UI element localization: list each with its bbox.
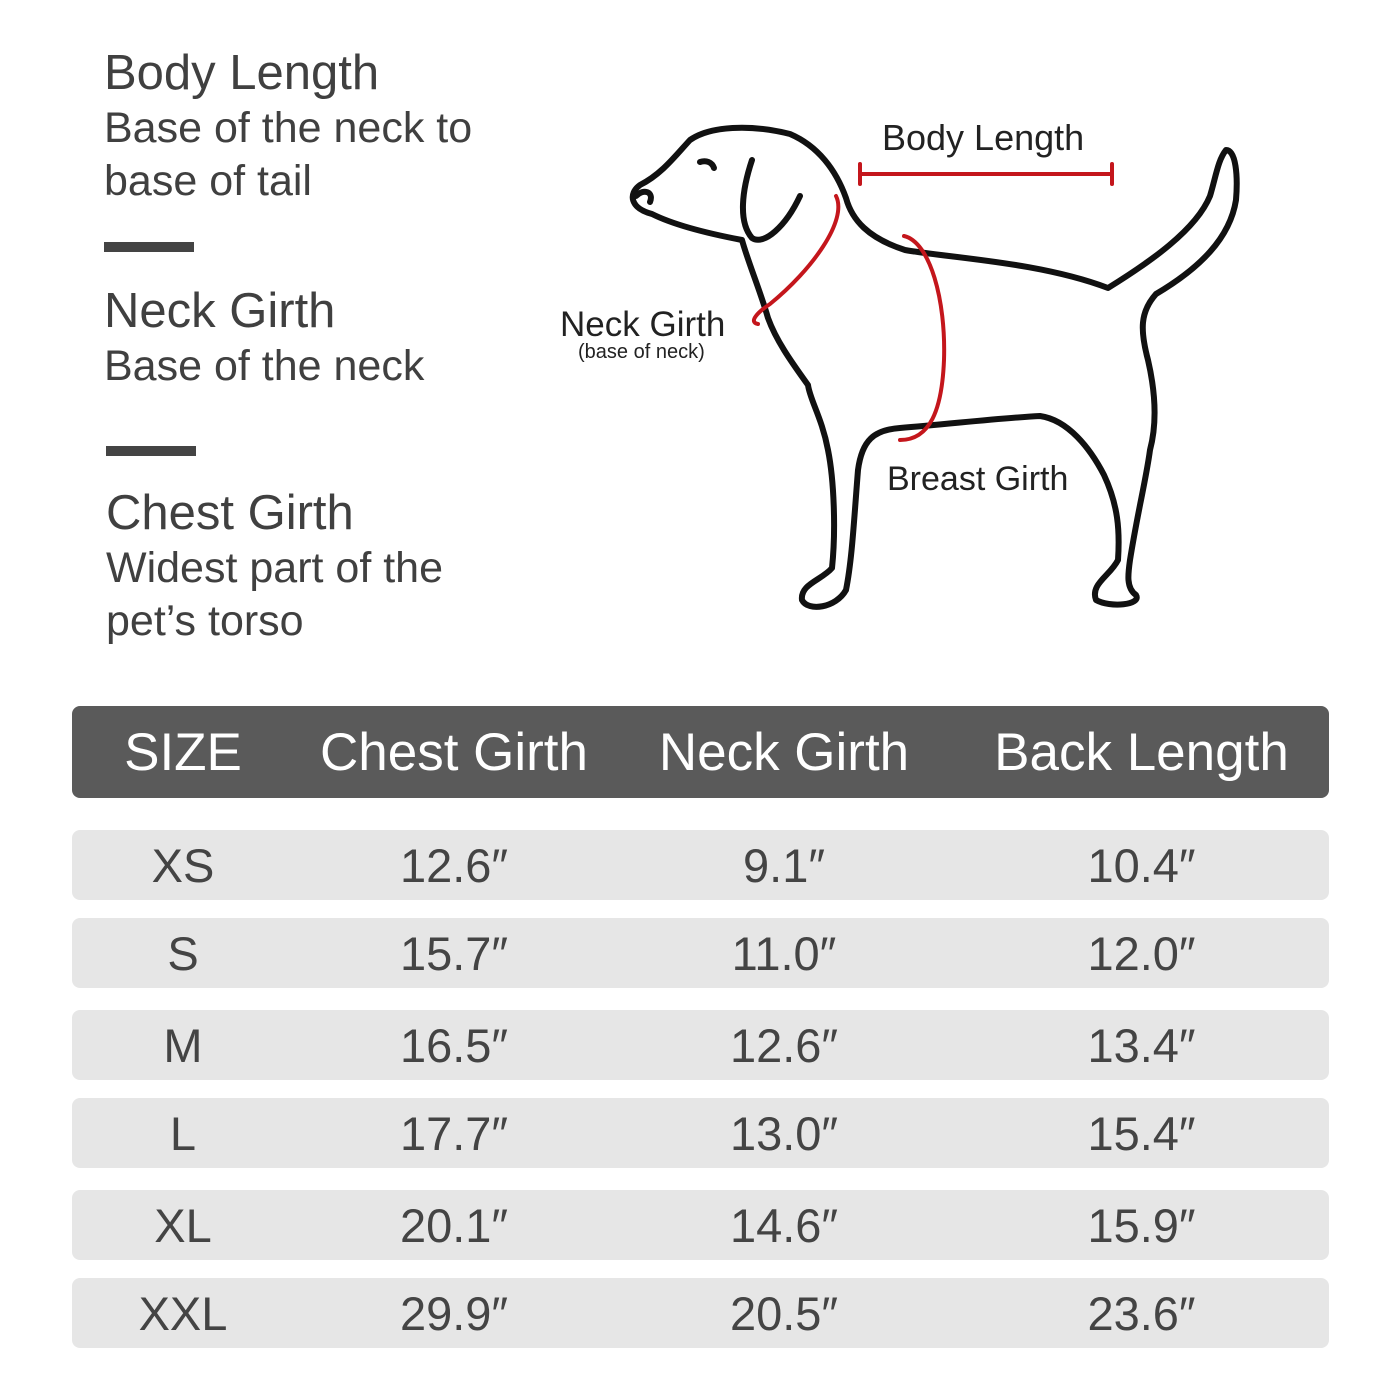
- diagram-neck-girth-note: (base of neck): [578, 341, 705, 363]
- cell-size: XL: [154, 1198, 212, 1252]
- neck-girth-title: Neck Girth: [104, 284, 336, 338]
- size-chart-table: [72, 706, 1329, 1340]
- cell-neck-girth: 11.0″: [731, 926, 837, 980]
- cell-back-length: 15.4″: [1087, 1106, 1196, 1160]
- body-length-title: Body Length: [104, 46, 380, 100]
- header-size: SIZE: [124, 722, 242, 782]
- section-divider: [104, 242, 194, 252]
- table-header: [72, 706, 1329, 798]
- table-row: [72, 1190, 1329, 1260]
- table-row: [72, 918, 1329, 988]
- table-row: [72, 830, 1329, 900]
- cell-back-length: 23.6″: [1087, 1286, 1196, 1340]
- chest-girth-section: [106, 484, 443, 648]
- body-length-section: [104, 44, 472, 208]
- header-neck-girth: Neck Girth: [658, 722, 910, 782]
- table-row: [72, 1278, 1329, 1348]
- cell-size: S: [167, 926, 199, 980]
- cell-chest-girth: 29.9″: [399, 1286, 509, 1340]
- measurement-markers: [754, 164, 1112, 440]
- cell-size: M: [163, 1018, 203, 1072]
- dog-measurement-diagram: [550, 100, 1270, 630]
- table-row: [72, 1098, 1329, 1168]
- table-row: [72, 1010, 1329, 1080]
- cell-back-length: 12.0″: [1087, 926, 1196, 980]
- cell-neck-girth: 20.5″: [729, 1286, 839, 1340]
- neck-girth-loop: [754, 196, 838, 324]
- cell-neck-girth: 14.6″: [729, 1198, 839, 1252]
- header-back-length: Back Length: [994, 722, 1289, 782]
- dog-outline-icon: [633, 128, 1237, 607]
- diagram-neck-girth-label: Neck Girth: [560, 305, 726, 344]
- section-divider: [106, 446, 196, 456]
- diagram-breast-girth-label: Breast Girth: [887, 460, 1069, 498]
- neck-girth-section: [104, 282, 424, 393]
- header-chest-girth: Chest Girth: [319, 722, 589, 782]
- diagram-body-length-label: Body Length: [882, 117, 1085, 158]
- cell-size: XS: [151, 838, 215, 892]
- cell-chest-girth: 12.6″: [399, 838, 509, 892]
- cell-chest-girth: 20.1″: [399, 1198, 509, 1252]
- body-length-description-line-2: base of tail: [104, 157, 312, 205]
- breast-girth-loop: [900, 236, 944, 440]
- cell-back-length: 15.9″: [1087, 1198, 1196, 1252]
- cell-neck-girth: 12.6″: [729, 1018, 839, 1072]
- cell-back-length: 13.4″: [1087, 1018, 1196, 1072]
- cell-back-length: 10.4″: [1087, 838, 1196, 892]
- chest-girth-description-line-2: pet’s torso: [106, 597, 304, 645]
- chest-girth-title: Chest Girth: [106, 486, 354, 540]
- body-length-description-line-1: Base of the neck to: [104, 104, 473, 152]
- cell-size: XXL: [138, 1286, 228, 1340]
- neck-girth-description: Base of the neck: [104, 342, 425, 390]
- cell-size: L: [169, 1106, 197, 1160]
- chest-girth-description-line-1: Widest part of the: [106, 544, 443, 592]
- cell-neck-girth: 13.0″: [729, 1106, 839, 1160]
- cell-chest-girth: 16.5″: [399, 1018, 509, 1072]
- cell-chest-girth: 17.7″: [399, 1106, 509, 1160]
- cell-neck-girth: 9.1″: [743, 838, 825, 892]
- cell-chest-girth: 15.7″: [399, 926, 509, 980]
